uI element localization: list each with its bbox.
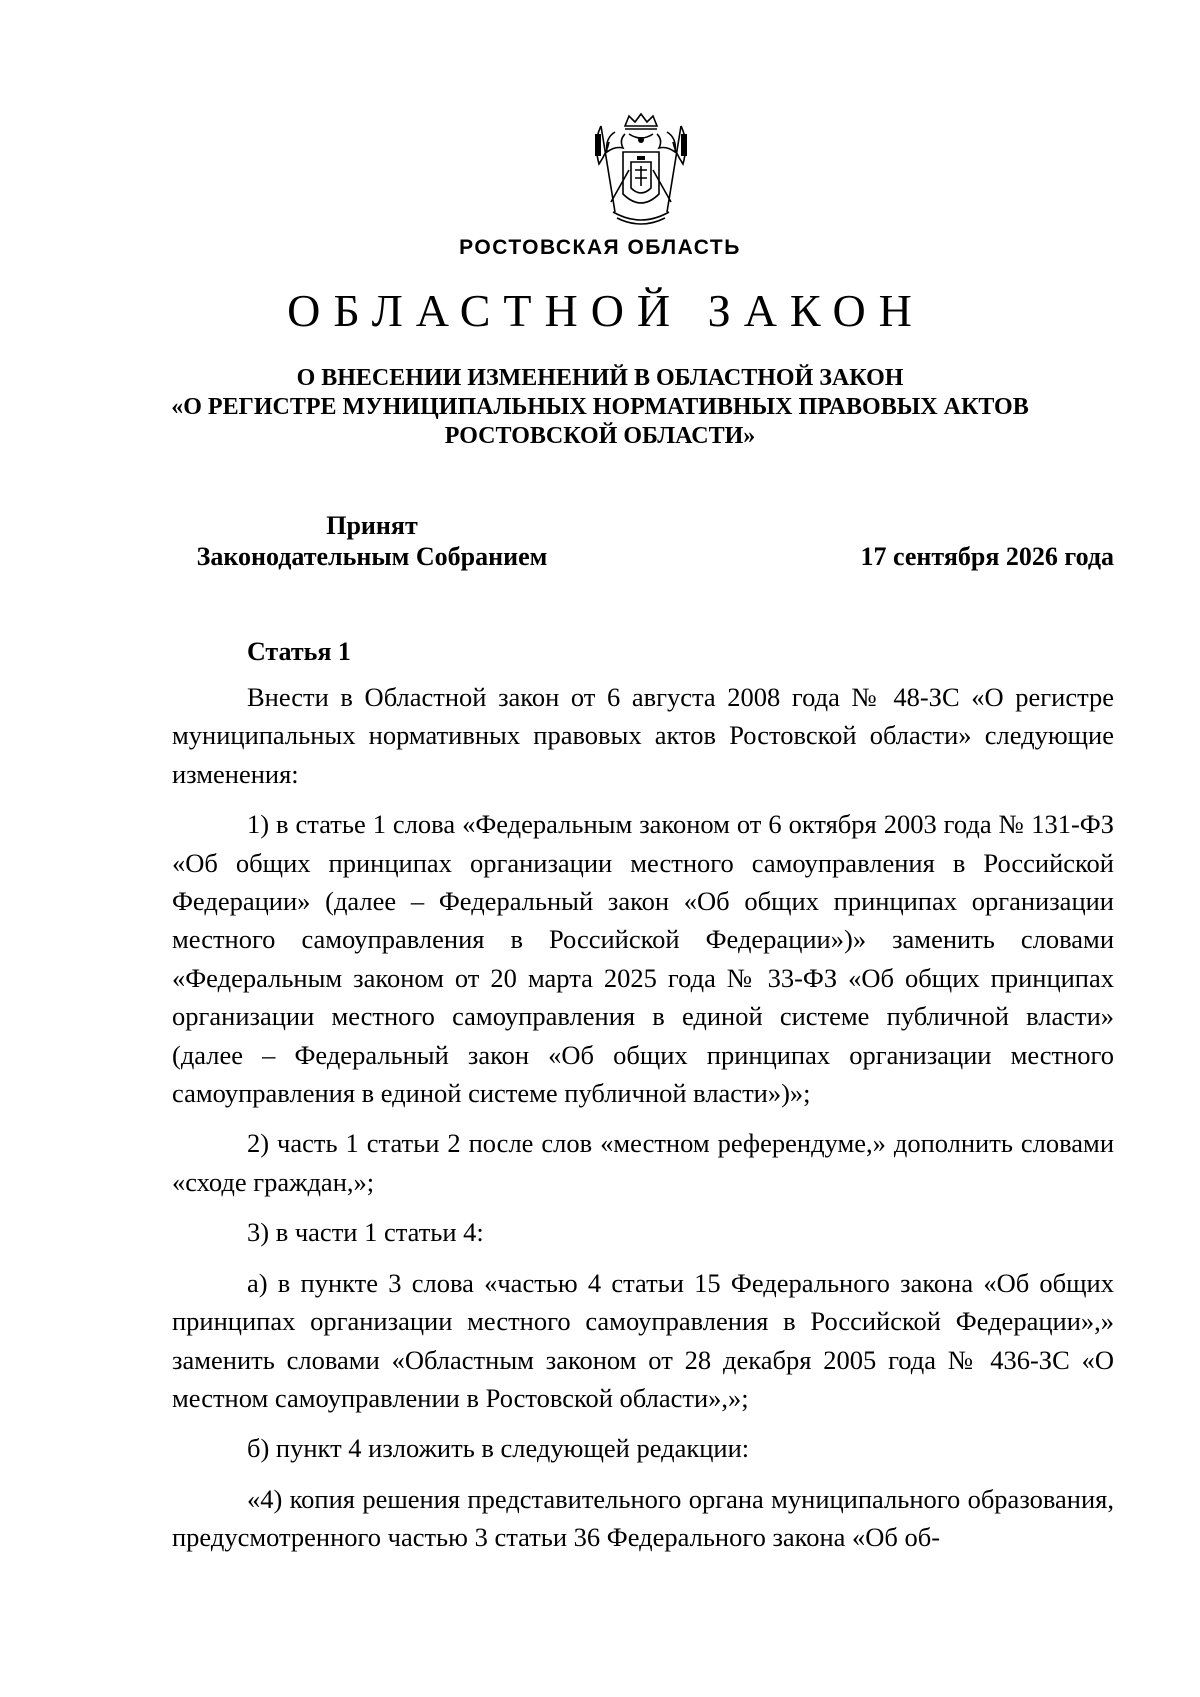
- article-heading: Статья 1: [247, 637, 351, 666]
- rostov-oblast-coat-of-arms-icon: [585, 112, 697, 232]
- law-title-line: О ВНЕСЕНИИ ИЗМЕНЕНИЙ В ОБЛАСТНОЙ ЗАКОН: [296, 365, 904, 391]
- article-paragraph: б) пункт 4 изложить в следующей редакции:: [247, 1433, 750, 1464]
- article-paragraph: а) в пункте 3 слова «частью 4 статьи 15 Федерального закона «Об общих принципах организации местного самоуправления в Российской Федерации»,» заменить словами «Областным законом от 28 декабря 2005 года № 436-ЗС «О местном самоуправлении в Ростовской области»,»;: [172, 1267, 1114, 1413]
- law-title-line: «О РЕГИСТРЕ МУНИЦИПАЛЬНЫХ НОРМАТИВНЫХ ПРАВОВЫХ АКТОВ: [171, 394, 1029, 420]
- law-title: [150, 364, 1050, 451]
- adoption-body: Законодательным Собранием: [196, 542, 548, 571]
- article-paragraph: 2) часть 1 статьи 2 после слов «местном референдуме,» дополнить словами «сходе граждан,»;: [172, 1128, 1114, 1197]
- article-paragraph: 1) в статье 1 слова «Федеральным законом от 6 октября 2003 года № 131-ФЗ «Об общих принципах организации местного самоуправления в Российской Федерации» (далее – Федеральный закон «Об общих принципах организации местного самоуправления в Российской Федерации»)» заменить словами «Федеральным законом от 20 марта 2025 года № 33-ФЗ «Об общих принципах организации местного самоуправления в единой системе публичной власти» (далее – Федеральный закон «Об общих принципах организации местного самоуправления в единой системе публичной власти»)»;: [172, 809, 1114, 1109]
- region-name: РОСТОВСКАЯ ОБЛАСТЬ: [459, 236, 741, 259]
- law-title-line: РОСТОВСКОЙ ОБЛАСТИ»: [444, 423, 756, 449]
- adoption-line: Принят: [326, 511, 418, 540]
- adoption-block: [172, 510, 572, 572]
- article-paragraph: «4) копия решения представительного органа муниципального образования, предусмотренного частью 3 статьи 36 Федерального закона «Об об-: [172, 1483, 1114, 1553]
- adoption-date: 17 сентября 2026 года: [860, 542, 1114, 571]
- article-paragraph: 3) в части 1 статьи 4:: [247, 1217, 484, 1248]
- article-paragraph: Внести в Областной закон от 6 августа 2008 года № 48-ЗС «О регистре муниципальных нормативных правовых актов Ростовской области» следующие изменения:: [172, 682, 1114, 789]
- law-type-heading: ОБЛАСТНОЙ ЗАКОН: [287, 285, 925, 336]
- article-body: [172, 678, 1114, 1569]
